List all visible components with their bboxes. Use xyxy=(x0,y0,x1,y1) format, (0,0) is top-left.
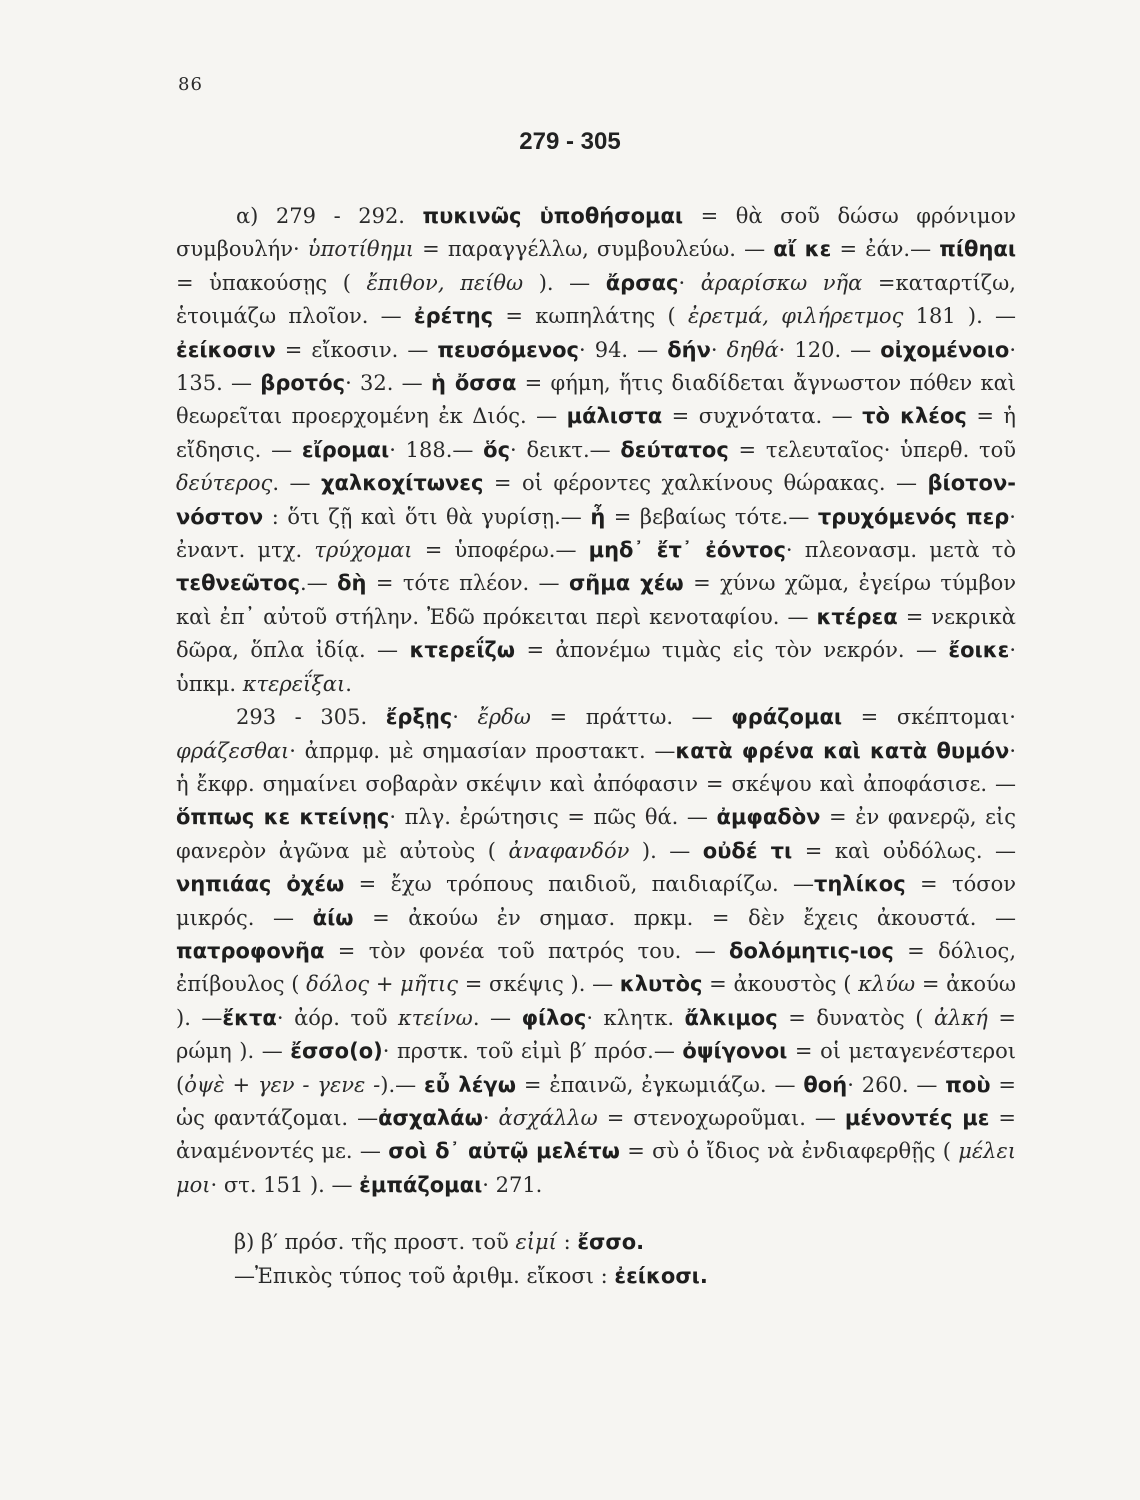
gloss-text: = ἀκούω ἐν σημασ. πρκμ. = δὲν ἔχεις ἀκουστά. — xyxy=(353,905,1016,930)
lemma-term: σῆμα χέω xyxy=(568,571,684,596)
lemma-term: νηπιάας ὀχέω xyxy=(176,872,345,897)
gloss-text: = ὡς φαντάζομαι. — xyxy=(176,1072,1017,1130)
lemma-term: τρυχόμενός περ xyxy=(817,504,1010,529)
cited-form: κτείνω xyxy=(398,1005,473,1030)
lemma-term: δὴ xyxy=(337,571,367,596)
gloss-text: = ἀκουστὸς ( xyxy=(702,972,859,997)
lemma-term: πίθηαι xyxy=(939,237,1017,262)
gloss-text: = καὶ οὐδόλως. — xyxy=(792,838,1017,863)
cited-form: ὀψὲ + γεν - γενε - xyxy=(184,1072,381,1097)
lemma-term: δήν xyxy=(667,337,711,362)
cited-form: ἔρδω xyxy=(477,705,531,730)
lemma-term: σοὶ δ᾿ αὐτῷ μελέτω xyxy=(388,1139,620,1164)
gloss-text: · κλητκ. xyxy=(586,1005,685,1030)
lemma-term: ἔρξῃς xyxy=(385,705,453,730)
gloss-text: · ἀόρ. τοῦ xyxy=(276,1005,399,1030)
page-number: 86 xyxy=(178,74,203,95)
gloss-text: · 94. — xyxy=(579,337,668,362)
gloss-text: = σκέψις ). — xyxy=(458,972,620,997)
cited-form: φράζεσθαι xyxy=(176,738,290,763)
gloss-text: . xyxy=(345,671,352,696)
cited-form: ἀλκή xyxy=(934,1005,988,1030)
gloss-text: = τόσον μικρός. — xyxy=(176,872,1017,930)
lemma-term: οἰχομένοιο xyxy=(880,337,1010,362)
gloss-text: = τὸν φονέα τοῦ πατρός του. — xyxy=(324,938,730,963)
gloss-text: . — xyxy=(272,471,321,496)
gloss-text: = ἀναμένοντές με. — xyxy=(176,1105,1016,1164)
lemma-term: ἔσσο. xyxy=(577,1230,645,1255)
lemma-term: θοή xyxy=(803,1072,848,1097)
gloss-text: · ἐναντ. μτχ. xyxy=(176,504,1016,563)
gloss-text: : xyxy=(556,1230,578,1255)
lemma-term: ἔκτα xyxy=(222,1005,277,1030)
gloss-text: = σκέπτομαι· xyxy=(842,705,1016,730)
gloss-text: · 120. — xyxy=(778,337,881,362)
lemma-term: ἐρέτης xyxy=(413,304,494,329)
lemma-term: εἴρομαι xyxy=(301,437,390,462)
gloss-text: α) 279 - 292. xyxy=(236,204,423,228)
lemma-term: πυκινῶς ὑποθήσομαι xyxy=(422,204,684,228)
lemma-term: μένοντές με xyxy=(844,1105,990,1130)
lemma-term: ἀσχαλάω xyxy=(378,1105,483,1130)
gloss-text: · xyxy=(452,705,478,730)
lemma-term: φράζομαι xyxy=(731,705,843,730)
lemma-term: πευσόμενος xyxy=(437,337,579,362)
gloss-text: = ἐάν.— xyxy=(831,237,940,262)
lemma-term: ἔοικε xyxy=(948,638,1010,663)
lemma-term: ἡ ὄσσα xyxy=(430,371,517,396)
gloss-text: · πλεονασμ. μετὰ τὸ xyxy=(785,538,1017,563)
gloss-text: ). — xyxy=(523,270,606,295)
gloss-text: ).— xyxy=(380,1072,425,1097)
gloss-text: 181 ). — xyxy=(903,304,1017,329)
gloss-text: · ἡ ἔκφρ. σημαίνει σοβαρὰν σκέψιν καὶ ἀπόφασιν = σκέψου καὶ ἀποφάσισε. — xyxy=(176,738,1016,796)
gloss-text: = ὑποφέρω.— xyxy=(412,538,589,563)
lemma-term: μάλιστα xyxy=(566,404,663,429)
gloss-text: : ὅτι ζῇ καὶ ὅτι θὰ γυρίσῃ.— xyxy=(263,504,591,529)
lemma-term: πατροφονῆα xyxy=(176,938,325,963)
lemma-term: ἐμπάζομαι xyxy=(359,1172,483,1197)
lemma-term: φίλος xyxy=(521,1005,587,1030)
lemma-term: ὀψίγονοι xyxy=(682,1039,788,1064)
gloss-text: = βεβαίως τότε.— xyxy=(605,504,818,529)
gloss-text: = φήμη, ἥτις διαδίδεται ἄγνωστον πόθεν καὶ θεωρεῖται προερχομένη ἐκ Διός. — xyxy=(176,371,1016,429)
lemma-term: ἀίω xyxy=(312,905,354,930)
paragraph-a xyxy=(176,200,1016,701)
lemma-term: βροτός xyxy=(260,371,346,396)
commentary-body xyxy=(176,200,1016,1293)
gloss-text: —Ἐπικὸς τύπος τοῦ ἀριθμ. εἴκοσι : xyxy=(234,1263,615,1288)
lemma-term: ἐείκοσιν xyxy=(176,337,276,362)
gloss-text: =καταρτίζω, ἑτοιμάζω πλοῖον. — xyxy=(176,270,1016,329)
paragraph-a2 xyxy=(176,701,1016,1202)
gloss-text: · 135. — xyxy=(176,337,1016,396)
gloss-text: = χύνω χῶμα, ἐγείρω τύμβον καὶ ἐπ᾿ αὐτοῦ στήλην. Ἐδῶ πρόκειται περὶ κενοταφίου. — xyxy=(176,571,1016,629)
gloss-text: = παραγγέλλω, συμβουλεύω. — xyxy=(413,237,774,262)
gloss-text: = στενοχωροῦμαι. — xyxy=(597,1105,845,1130)
gloss-text: · 188.— xyxy=(389,437,484,462)
lemma-term: ποὺ xyxy=(945,1072,991,1097)
gloss-text: · xyxy=(482,1105,499,1130)
gloss-text: = κωπηλάτης ( xyxy=(493,304,688,329)
lemma-term: κτερεΐζω xyxy=(409,638,516,663)
gloss-text: · xyxy=(678,270,701,295)
gloss-text: 293 - 305. xyxy=(236,705,386,730)
lemma-term: χαλκοχίτωνες xyxy=(321,471,484,496)
lemma-term: ἀμφαδὸν xyxy=(716,805,821,830)
lemma-term: ὅς xyxy=(483,437,511,462)
lemma-term: ὅππως κε κτείνῃς xyxy=(176,805,390,830)
cited-form: ὑποτίθημι xyxy=(307,237,414,262)
gloss-text: = ἐν φανερῷ, εἰς φανερὸν ἀγῶνα μὲ αὐτοὺς ( xyxy=(176,805,1016,863)
gloss-text: · 271. xyxy=(482,1172,543,1197)
gloss-text: = θὰ σοῦ δώσω φρόνιμον συμβουλήν· xyxy=(176,204,1016,262)
gloss-text: · 260. — xyxy=(847,1072,946,1097)
gloss-text: β) β′ πρόσ. τῆς προστ. τοῦ xyxy=(234,1230,516,1255)
gloss-text: = ἀπονέμω τιμὰς εἰς τὸν νεκρόν. — xyxy=(515,638,949,663)
gloss-text: = δόλιος, ἐπίβουλος ( xyxy=(176,938,1016,997)
lemma-term: ἦ xyxy=(590,504,606,529)
cited-form: κτερεΐξαι xyxy=(242,671,346,696)
gloss-text: = ἔχω τρόπους παιδιοῦ, παιδιαρίζω. — xyxy=(344,872,815,897)
gloss-text: = εἴκοσιν. — xyxy=(275,337,438,362)
lemma-term: μηδ᾿ ἔτ᾿ ἐόντος xyxy=(588,538,786,563)
section-title: 279 - 305 xyxy=(519,128,621,155)
gloss-text: · δεικτ.— xyxy=(510,437,621,462)
cited-form: δεύτερος xyxy=(176,471,273,496)
lemma-term: εὖ λέγω xyxy=(424,1072,516,1097)
gloss-text: = νεκρικὰ δῶρα, ὅπλα ἰδίᾳ. — xyxy=(176,604,1016,663)
lemma-term: κλυτὸς xyxy=(619,972,703,997)
gloss-text: = ἀκούω ). — xyxy=(176,972,1016,1030)
gloss-text: .— xyxy=(300,571,338,596)
gloss-text: · πλγ. ἐρώτησις = πῶς θά. — xyxy=(389,805,717,830)
cited-form: εἰμί xyxy=(515,1230,557,1255)
gloss-text: · xyxy=(710,337,727,362)
gloss-text: = πράττω. — xyxy=(530,705,732,730)
cited-form: δηθά xyxy=(726,337,779,362)
gloss-text: · 32. — xyxy=(345,371,431,396)
gloss-text: = ὑπακούσῃς ( xyxy=(176,270,367,295)
gloss-text: = συχνότατα. — xyxy=(662,404,863,429)
paragraph-c xyxy=(176,1260,1016,1293)
cited-form: ἀραρίσκω νῆα xyxy=(700,270,863,295)
cited-form: δόλος + μῆτις xyxy=(306,972,459,997)
lemma-term: ἐείκοσι. xyxy=(614,1263,708,1288)
gloss-text: = οἱ φέροντες χαλκίνους θώρακας. — xyxy=(483,471,928,496)
gloss-text: = ρώμη ). — xyxy=(176,1005,1016,1064)
lemma-term: τεθνεῶτος xyxy=(176,571,301,596)
gloss-text: · ὑπκμ. xyxy=(176,638,1017,696)
gloss-text: = δυνατὸς ( xyxy=(777,1005,934,1030)
gloss-text: · στ. 151 ). — xyxy=(210,1172,360,1197)
lemma-term: οὐδέ τι xyxy=(702,838,793,863)
lemma-term: τὸ κλέος xyxy=(862,404,967,429)
gloss-text: = τότε πλέον. — xyxy=(366,571,569,596)
gloss-text: = σὺ ὁ ἴδιος νὰ ἐνδιαφερθῇς ( xyxy=(619,1139,959,1164)
gloss-text: ). — xyxy=(629,838,703,863)
lemma-term: κτέρεα xyxy=(816,604,898,629)
gloss-text: = ἡ εἴδησις. — xyxy=(176,404,1016,462)
gloss-text: = οἱ μεταγενέστεροι ( xyxy=(176,1039,1016,1097)
lemma-term: κατὰ φρένα καὶ κατὰ θυμόν xyxy=(675,738,1010,763)
lemma-term: αἴ κε xyxy=(773,237,832,262)
lemma-term: ἄρσας xyxy=(605,270,679,295)
gloss-text: = ἐπαινῶ, ἐγκωμιάζω. — xyxy=(515,1072,804,1097)
lemma-term: βίοτον-νόστον xyxy=(176,471,1016,529)
cited-form: ἀσχάλλω xyxy=(498,1105,598,1130)
lemma-term: δεύτατος xyxy=(620,437,729,462)
gloss-text: = τελευταῖος· ὑπερθ. τοῦ xyxy=(728,437,1017,462)
gloss-text: · ἀπρμφ. μὲ σημασίαν προστακτ. — xyxy=(289,738,676,763)
cited-form: κλύω xyxy=(858,972,916,997)
paragraph-b xyxy=(176,1226,1016,1259)
lemma-term: δολόμητις-ιος xyxy=(729,938,894,963)
cited-form: ἀναφανδόν xyxy=(508,838,630,863)
lemma-term: ἔσσο(ο) xyxy=(290,1039,383,1064)
gloss-text: . — xyxy=(472,1005,522,1030)
cited-form: ἔπιθον, πείθω xyxy=(366,270,524,295)
cited-form: ἐρετμά, φιλήρετμος xyxy=(687,304,904,329)
cited-form: μέλει μοι xyxy=(176,1139,1016,1197)
lemma-term: τηλίκος xyxy=(814,872,906,897)
gloss-text: · πρστκ. τοῦ εἰμὶ β′ πρόσ.— xyxy=(382,1039,683,1064)
lemma-term: ἄλκιμος xyxy=(684,1005,778,1030)
cited-form: τρύχομαι xyxy=(314,538,413,563)
